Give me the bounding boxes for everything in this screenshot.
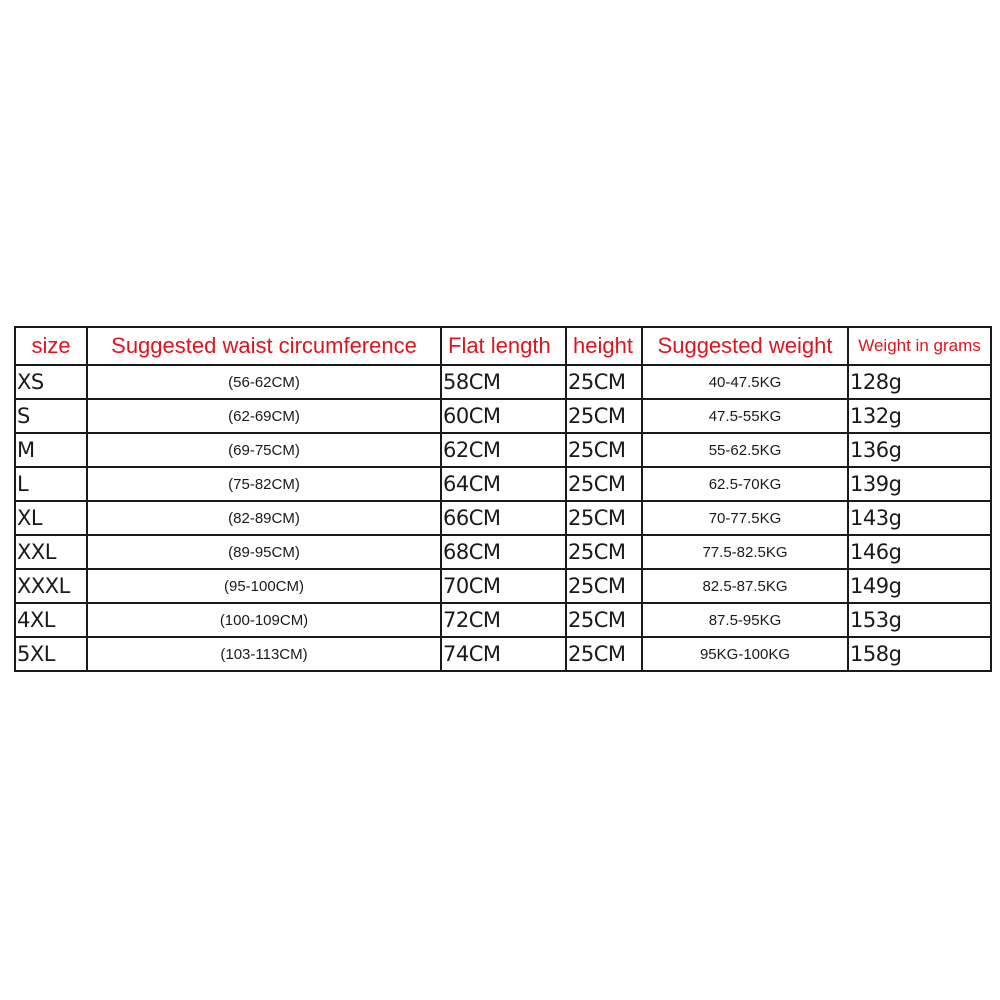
- height-cell: 25CM: [566, 433, 642, 467]
- size-cell: 5XL: [15, 637, 87, 671]
- weight-grams-cell: 158g: [848, 637, 991, 671]
- weight-grams-cell: 146g: [848, 535, 991, 569]
- suggested-weight-cell: 62.5-70KG: [642, 467, 848, 501]
- waist-cell: (103-113CM): [87, 637, 441, 671]
- flat-length-cell: 68CM: [441, 535, 566, 569]
- header-row: [15, 327, 991, 365]
- height-cell: 25CM: [566, 637, 642, 671]
- table-row: [15, 603, 991, 637]
- flat-length-cell: 62CM: [441, 433, 566, 467]
- waist-cell: (75-82CM): [87, 467, 441, 501]
- flat-length-cell: 60CM: [441, 399, 566, 433]
- waist-cell: (56-62CM): [87, 365, 441, 399]
- suggested-weight-cell: 70-77.5KG: [642, 501, 848, 535]
- weight-grams-cell: 149g: [848, 569, 991, 603]
- height-cell: 25CM: [566, 399, 642, 433]
- table-row: [15, 433, 991, 467]
- size-chart-table: [14, 326, 992, 672]
- size-cell: XL: [15, 501, 87, 535]
- flat-length-cell: 58CM: [441, 365, 566, 399]
- suggested-weight-cell: 95KG-100KG: [642, 637, 848, 671]
- table-row: [15, 637, 991, 671]
- table-row: [15, 467, 991, 501]
- weight-grams-cell: 153g: [848, 603, 991, 637]
- waist-cell: (95-100CM): [87, 569, 441, 603]
- suggested-weight-cell: 40-47.5KG: [642, 365, 848, 399]
- flat-length-cell: 70CM: [441, 569, 566, 603]
- height-cell: 25CM: [566, 365, 642, 399]
- header-weight-in-grams: Weight in grams: [848, 327, 991, 365]
- weight-grams-cell: 143g: [848, 501, 991, 535]
- suggested-weight-cell: 87.5-95KG: [642, 603, 848, 637]
- flat-length-cell: 74CM: [441, 637, 566, 671]
- weight-grams-cell: 128g: [848, 365, 991, 399]
- flat-length-cell: 72CM: [441, 603, 566, 637]
- header-height: height: [566, 327, 642, 365]
- suggested-weight-cell: 55-62.5KG: [642, 433, 848, 467]
- table-row: [15, 399, 991, 433]
- weight-grams-cell: 139g: [848, 467, 991, 501]
- waist-cell: (82-89CM): [87, 501, 441, 535]
- size-cell: XS: [15, 365, 87, 399]
- size-cell: S: [15, 399, 87, 433]
- height-cell: 25CM: [566, 467, 642, 501]
- header-suggested-weight: Suggested weight: [642, 327, 848, 365]
- size-cell: XXL: [15, 535, 87, 569]
- header-waist-circumference: Suggested waist circumference: [87, 327, 441, 365]
- table-row: [15, 365, 991, 399]
- waist-cell: (62-69CM): [87, 399, 441, 433]
- suggested-weight-cell: 82.5-87.5KG: [642, 569, 848, 603]
- height-cell: 25CM: [566, 535, 642, 569]
- flat-length-cell: 66CM: [441, 501, 566, 535]
- suggested-weight-cell: 77.5-82.5KG: [642, 535, 848, 569]
- weight-grams-cell: 136g: [848, 433, 991, 467]
- height-cell: 25CM: [566, 501, 642, 535]
- table-row: [15, 501, 991, 535]
- waist-cell: (69-75CM): [87, 433, 441, 467]
- header-flat-length: Flat length: [441, 327, 566, 365]
- flat-length-cell: 64CM: [441, 467, 566, 501]
- size-cell: XXXL: [15, 569, 87, 603]
- size-cell: L: [15, 467, 87, 501]
- table-row: [15, 535, 991, 569]
- waist-cell: (89-95CM): [87, 535, 441, 569]
- waist-cell: (100-109CM): [87, 603, 441, 637]
- table-row: [15, 569, 991, 603]
- height-cell: 25CM: [566, 603, 642, 637]
- header-size: size: [15, 327, 87, 365]
- height-cell: 25CM: [566, 569, 642, 603]
- suggested-weight-cell: 47.5-55KG: [642, 399, 848, 433]
- size-cell: M: [15, 433, 87, 467]
- weight-grams-cell: 132g: [848, 399, 991, 433]
- size-cell: 4XL: [15, 603, 87, 637]
